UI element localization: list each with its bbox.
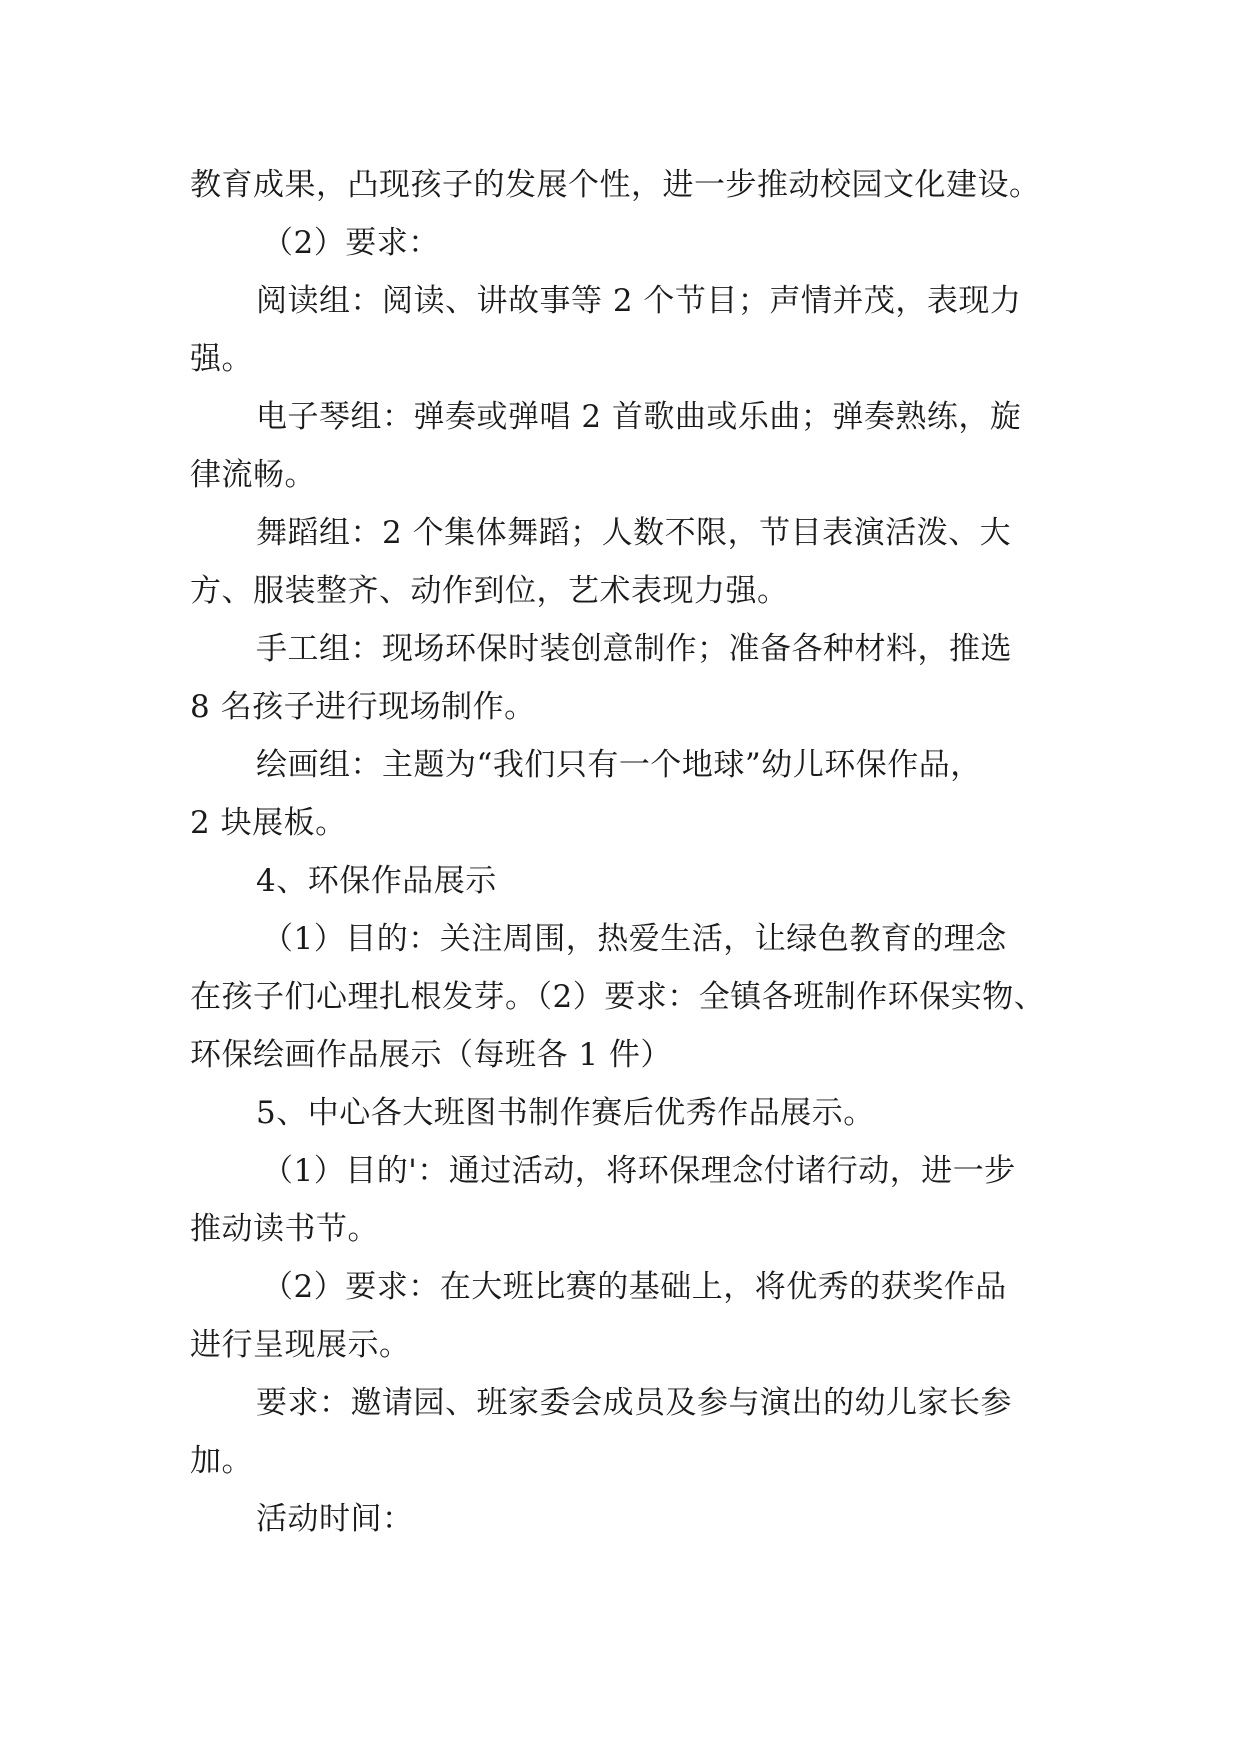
text-line: （1）目的'：通过活动，将环保理念付诸行动，进一步 [262,1153,1016,1189]
text-line: 教育成果，凸现孩子的发展个性，进一步推动校园文化建设。 [190,167,1041,203]
text-line: 绘画组：主题为“我们只有一个地球”幼儿环保作品， [256,747,982,783]
text-line: 2 块展板。 [190,805,347,841]
text-line: 阅读组：阅读、讲故事等 2 个节目；声情并茂，表现力 [256,283,1022,319]
text-line: 8 名孩子进行现场制作。 [190,689,536,725]
text-line: 活动时间： [256,1501,414,1537]
text-line: 手工组：现场环保时装创意制作；准备各种材料，推选 [256,631,1012,667]
text-line: 加。 [190,1443,253,1479]
text-line: 电子琴组：弹奏或弹唱 2 首歌曲或乐曲；弹奏熟练，旋 [256,399,1022,435]
text-line: （2）要求：在大班比赛的基础上，将优秀的获奖作品 [262,1269,1007,1305]
text-line: （1）目的：关注周围，热爱生活，让绿色教育的理念 [262,921,1007,957]
text-line: 强。 [190,341,253,377]
section-heading: 5、中心各大班图书制作赛后优秀作品展示。 [256,1095,875,1131]
text-line: 舞蹈组：2 个集体舞蹈；人数不限，节目表演活泼、大 [256,515,1012,551]
text-line: 进行呈现展示。 [190,1327,411,1363]
section-heading: 4、环保作品展示 [256,863,497,899]
text-line: 环保绘画作品展示（每班各 1 件） [190,1037,672,1073]
text-line: 推动读书节。 [190,1211,379,1247]
text-line: 律流畅。 [190,457,316,493]
text-line: 在孩子们心理扎根发芽。（2）要求：全镇各班制作环保实物、 [190,979,1046,1015]
text-line: 方、服装整齐、动作到位，艺术表现力强。 [190,573,789,609]
text-line: 要求：邀请园、班家委会成员及参与演出的幼儿家长参 [256,1385,1012,1421]
text-line: （2）要求： [262,225,440,261]
